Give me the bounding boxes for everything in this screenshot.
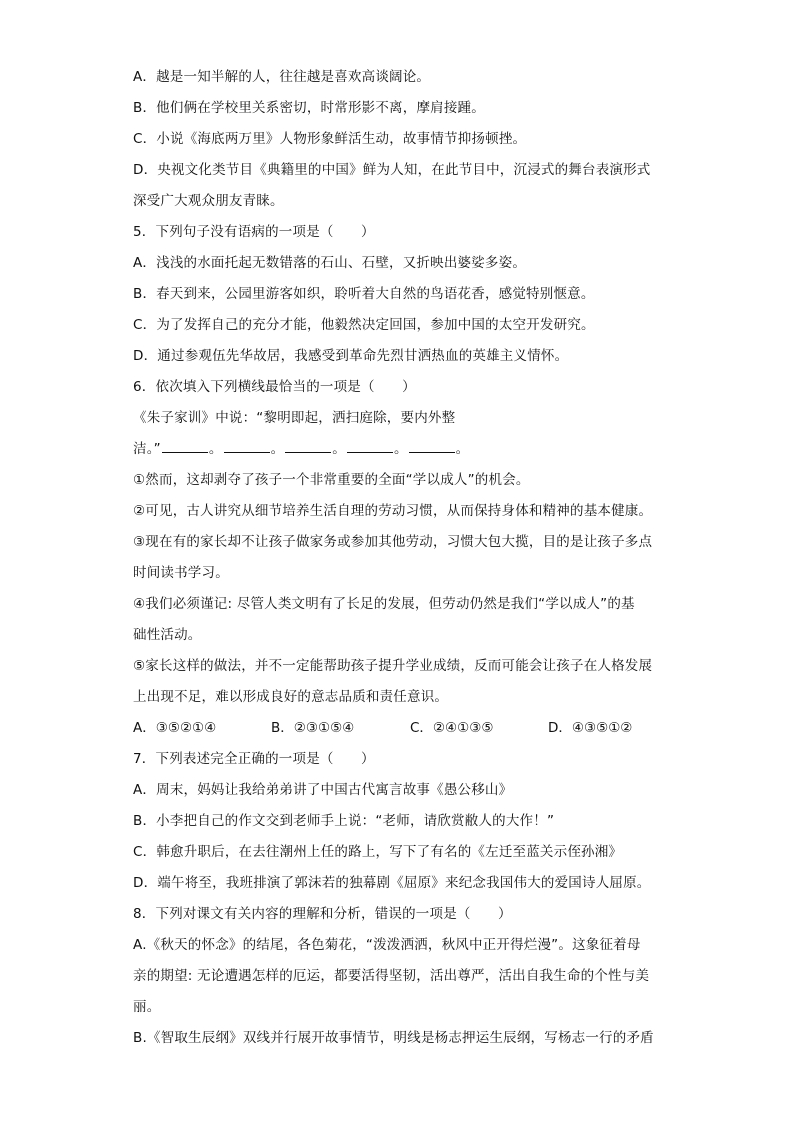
question-8-stem: 8．下列对课文有关内容的理解和分析，错误的一项是（ ） xyxy=(133,906,512,922)
q6-option-d: D．④③⑤①② xyxy=(548,720,633,736)
blank-2 xyxy=(224,440,270,453)
blank-4 xyxy=(347,440,393,453)
q8-option-a: A.《秋天的怀念》的结尾，各色菊花，“泼泼洒洒，秋风中正开得烂漫”。这象征着母 xyxy=(133,937,641,953)
q6-options-row xyxy=(133,713,663,744)
q6-quote-end: 洁。” xyxy=(133,441,161,457)
q6-sentence-4: ④我们必须谨记: 尽管人类文明有了长足的发展，但劳动仍然是我们“学以成人”的基 xyxy=(133,596,635,612)
q6-option-b: B．②③①⑤④ xyxy=(271,720,355,736)
q4-option-d-continued: 深受广大观众朋友青睐。 xyxy=(133,193,284,209)
q6-sentence-5-continued: 上出现不足，难以形成良好的意志品质和责任意识。 xyxy=(133,689,449,705)
blank-3 xyxy=(285,440,331,453)
blank-sep-3: 。 xyxy=(332,441,346,457)
blank-5 xyxy=(409,440,455,453)
question-7-stem: 7．下列表述完全正确的一项是（ ） xyxy=(133,751,375,767)
q7-option-b: B．小李把自己的作文交到老师手上说：“老师，请欣赏敝人的大作！” xyxy=(133,813,555,829)
q7-option-d: D．端午将至，我班排演了郭沫若的独幕剧《屈原》来纪念我国伟大的爱国诗人屈原。 xyxy=(133,875,651,891)
q6-sentence-4-continued: 础性活动。 xyxy=(133,627,202,643)
blank-sep-2: 。 xyxy=(270,441,285,457)
q7-option-a: A．周末，妈妈让我给弟弟讲了中国古代寓言故事《愚公移山》 xyxy=(133,782,513,798)
q7-option-c: C．韩愈升职后，在去往潮州上任的路上，写下了有名的《左迁至蓝关示侄孙湘》 xyxy=(133,844,623,860)
question-5-stem: 5．下列句子没有语病的一项是（ ） xyxy=(133,224,375,240)
q6-sentence-1: ①然而，这却剥夺了孩子一个非常重要的全面“学以成人”的机会。 xyxy=(133,472,530,488)
q6-option-c: C．②④①③⑤ xyxy=(410,720,494,736)
q4-option-d: D．央视文化类节目《典籍里的中国》鲜为人知，在此节目中，沉浸式的舞台表演形式 xyxy=(133,162,651,178)
q6-sentence-3: ③现在有的家长却不让孩子做家务或参加其他劳动，习惯大包大揽，目的是让孩子多点 xyxy=(133,534,653,550)
q5-option-b: B．春天到来，公园里游客如织，聆听着大自然的鸟语花香，感觉特别惬意。 xyxy=(133,286,595,302)
blank-sep-5: 。 xyxy=(455,441,470,457)
q5-option-a: A．浅浅的水面托起无数错落的石山、石壁，又折映出婆娑多姿。 xyxy=(133,255,527,271)
q6-quote: 《朱子家训》中说：“黎明即起，洒扫庭除，要内外整 xyxy=(133,410,456,426)
q8-option-b: B.《智取生辰纲》双线并行展开故事情节，明线是杨志押运生辰纲，写杨志一行的矛盾 xyxy=(133,1030,654,1046)
document-page xyxy=(133,62,663,1054)
q6-option-a: A．③⑤②①④ xyxy=(133,720,217,736)
blank-sep-4: 。 xyxy=(393,441,408,457)
q6-sentence-5: ⑤家长这样的做法，并不一定能帮助孩子提升学业成绩，反而可能会让孩子在人格发展 xyxy=(133,658,653,674)
q8-option-a-end: 丽。 xyxy=(133,999,161,1015)
q6-sentence-3-continued: 时间读书学习。 xyxy=(133,565,229,581)
q6-blanks-line xyxy=(133,434,663,465)
q5-option-d: D．通过参观伍先华故居，我感受到革命先烈甘洒热血的英雄主义情怀。 xyxy=(133,348,569,364)
q4-option-a: A．越是一知半解的人，往往越是喜欢高谈阔论。 xyxy=(133,69,431,85)
q6-sentence-2: ②可见，古人讲究从细节培养生活自理的劳动习惯，从而保持身体和精神的基本健康。 xyxy=(133,503,653,519)
q4-option-b: B．他们俩在学校里关系密切，时常形影不离，摩肩接踵。 xyxy=(133,100,485,116)
q8-option-a-continued: 亲的期望: 无论遭遇怎样的厄运，都要活得坚韧，活出尊严，活出自我生命的个性与美 xyxy=(133,968,650,984)
blank-sep-1: 。 xyxy=(208,441,223,457)
q5-option-c: C．为了发挥自己的充分才能，他毅然决定回国，参加中国的太空开发研究。 xyxy=(133,317,595,333)
q4-option-c: C．小说《海底两万里》人物形象鲜活生动，故事情节抑扬顿挫。 xyxy=(133,131,527,147)
question-6-stem: 6．依次填入下列横线最恰当的一项是（ ） xyxy=(133,379,416,395)
blank-1 xyxy=(162,440,208,453)
